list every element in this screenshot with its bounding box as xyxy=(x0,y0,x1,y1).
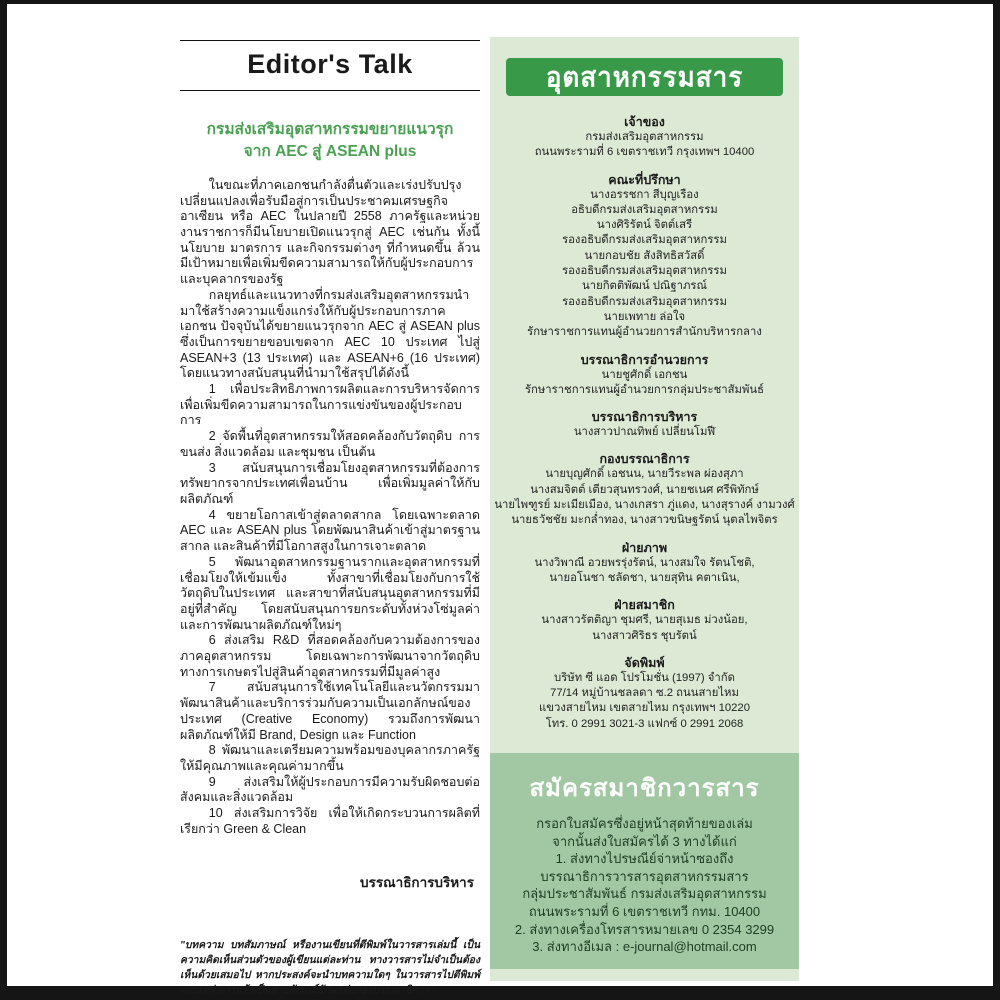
article-body xyxy=(180,178,480,838)
masthead-section xyxy=(490,540,799,587)
masthead-sections xyxy=(490,114,799,732)
masthead-line: แขวงสายไหม เขตสายไหม กรุงเทพฯ 10220 xyxy=(538,702,750,715)
masthead-section xyxy=(490,597,799,644)
subscribe-box xyxy=(490,753,799,969)
subscribe-line: กรอกใบสมัครซึ่งอยู่หน้าสุดท้ายของเล่ม xyxy=(536,816,753,831)
body-paragraph: 7 สนับสนุนการใช้เทคโนโลยีและนวัตกรรมมาพัฒนาสินค้าและบริการร่วมกับความเป็นเอกลักษณ์ของประเทศ (Creative Economy) รวมถึงการพัฒนาผลิตภัณฑ์ให้มี Brand, Design และ Function xyxy=(180,680,480,742)
magazine-page xyxy=(7,4,993,997)
body-paragraph: 3 สนับสนุนการเชื่อมโยงอุตสาหกรรมที่ต้องการทรัพยากรจากประเทศเพื่อนบ้าน เพื่อเพิ่มมูลค่าให้กับผลิตภัณฑ์ xyxy=(180,460,480,506)
masthead-line: นายอโนชา ชลัดชา, นายสุทิน คตาเนิน, xyxy=(549,571,740,584)
masthead-line: รองอธิบดีกรมส่งเสริมอุตสาหกรรม xyxy=(562,295,727,308)
body-paragraph: 6 ส่งเสริม R&D ที่สอดคล้องกับความต้องการของภาคอุตสาหกรรม โดยเฉพาะการพัฒนาจากวัตถุดิบทางการเกษตรไปสู่สินค้าอุตสาหกรรมที่มีมูลค่าสูง xyxy=(180,633,480,679)
masthead-line: นางสาวปาณทิพย์ เปลี่ยนโมฬี xyxy=(573,426,716,439)
masthead-line: นางสาวรัตติญา ชุมศรี, นายสุเมธ ม่วงน้อย, xyxy=(541,614,748,627)
body-paragraph: 5 พัฒนาอุตสาหกรรมฐานรากและอุตสาหกรรมที่เชื่อมโยงให้เข้มแข็ง ทั้งสาขาที่เชื่อมโยงกับการใช้วัตถุดิบในประเทศ และสาขาที่สนับสนุนอุตสาหกรรมที่มีอยู่ที่สำคัญ โดยสนับสนุนการยกระดับทั้งห่วงโซ่มูลค่า และการพัฒนาผลิตภัณฑ์ใหม่ๆ xyxy=(180,554,480,632)
masthead-line: รองอธิบดีกรมส่งเสริมอุตสาหกรรม xyxy=(562,265,727,278)
subscribe-line: ถนนพระรามที่ 6 เขตราชเทวี กทม. 10400 xyxy=(528,903,761,919)
body-paragraph: 9 ส่งเสริมให้ผู้ประกอบการมีความรับผิดชอบต่อสังคมและสิ่งแวดล้อม xyxy=(180,774,480,805)
masthead-line: นายกอบชัย สังสิทธิสวัสดิ์ xyxy=(584,249,705,262)
masthead-section xyxy=(490,409,799,440)
masthead-section-heading: ฝ่ายสมาชิก xyxy=(614,598,675,613)
subscribe-line: บรรณาธิการวารสารอุตสาหกรรมสาร xyxy=(540,868,749,884)
masthead-section-heading: บรรณาธิการบริหาร xyxy=(591,410,698,425)
masthead-section xyxy=(490,655,799,732)
journal-logo-text: อุตสาหกรรมสาร xyxy=(545,60,744,93)
masthead-line: นายชูศักดิ์ เอกชน xyxy=(601,368,688,381)
masthead-line: อธิบดีกรมส่งเสริมอุตสาหกรรม xyxy=(571,203,718,216)
masthead-line: นางอรรชกา สีบุญเรือง xyxy=(590,188,699,201)
masthead-line: นายบุญศักดิ์ เอชนน, นายวีระพล ผ่องสุภา xyxy=(545,468,744,481)
article-heading-line1: กรมส่งเสริมอุตสาหกรรมขยายแนวรุก xyxy=(206,121,454,138)
editor-talk-header xyxy=(180,40,480,91)
body-paragraph: 10 ส่งเสริมการวิจัย เพื่อให้เกิดกระบวนการผลิตที่เรียกว่า Green & Clean xyxy=(180,806,480,836)
masthead-section xyxy=(490,172,799,341)
masthead-line: นายเพทาย ล่อใจ xyxy=(603,310,686,323)
masthead-section-heading: บรรณาธิการอำนวยการ xyxy=(580,352,709,367)
masthead-section-heading: คณะที่ปรึกษา xyxy=(608,172,681,187)
masthead-line: นางสาวศิริธร ชุบรัตน์ xyxy=(592,629,697,642)
masthead-section-heading: ฝ่ายภาพ xyxy=(621,540,668,555)
journal-logo xyxy=(506,58,783,96)
body-paragraph: ในขณะที่ภาคเอกชนกำลังตื่นตัวและเร่งปรับปรุงเปลี่ยนแปลงเพื่อรับมือสู่การเป็นประชาคมเศรษฐกิจอาเซียน หรือ AEC ในปลายปี 2558 ภาครัฐและหน่วยงานราชการก็มีนโยบายเปิดแนวรุกสู่ AEC เช่นกัน ทั้งนี้ นโยบาย มาตรการ และกิจกรรมต่างๆ ที่กำหนดขึ้น ล้วนมีเป้าหมายเพื่อเพิ่มขีดความสามารถให้กับผู้ประกอบการและบุคลากรของรัฐ xyxy=(180,177,480,287)
masthead-line: นายธวัชชัย มะกล่ำทอง, นางสาวขนิษฐรัตน์ นุตลไพจิตร xyxy=(511,514,778,527)
body-paragraph: 8 พัฒนาและเตรียมความพร้อมของบุคลากรภาครัฐให้มีคุณภาพและคุณค่ามากขึ้น xyxy=(180,743,480,773)
masthead-section xyxy=(490,352,799,399)
subscribe-line: 3. ส่งทางอีเมล : e-journal@hotmail.com xyxy=(532,939,757,955)
masthead-line: กรมส่งเสริมอุตสาหกรรม xyxy=(585,131,704,143)
masthead-line: รักษาราชการแทนผู้อำนวยการสำนักบริหารกลาง xyxy=(527,326,762,339)
body-paragraph: 1 เพื่อประสิทธิภาพการผลิตและการบริหารจัดการ เพื่อเพิ่มขีดความสามารถในการแข่งขันของผู้ประกอบการ xyxy=(180,382,480,428)
masthead-line: นางสมจิตต์ เตียวสุนทรวงศ์, นายชเนศ ศรีพิทักษ์ xyxy=(530,483,759,496)
article-heading-line2: จาก AEC สู่ ASEAN plus xyxy=(243,143,417,161)
disclaimer-footnote: "บทความ บทสัมภาษณ์ หรืองานเขียนที่ตีพิมพ์ในวารสารเล่มนี้ เป็นความคิดเห็นส่วนตัวของผู้เขียนแต่ละท่าน ทางวารสารไม่จำเป็นต้องเห็นด้วยเสมอไป หากประสงค์จะนำบทความใดๆ ในวารสารไปตีพิมพ์เผยแพร่ ควรแจ้งเป็นลายลักษณ์อักษรต่อกองบรรณาธิการ" xyxy=(180,940,480,997)
body-paragraph: 2 จัดพื้นที่อุตสาหกรรมให้สอดคล้องกับวัตถุดิบ การขนส่ง สิ่งแวดล้อม และชุมชน เป็นต้น xyxy=(180,429,480,459)
masthead-section-heading: จัดพิมพ์ xyxy=(624,655,665,670)
body-paragraph: กลยุทธ์และแนวทางที่กรมส่งเสริมอุตสาหกรรมนำมาใช้สร้างความแข็งแกร่งให้กับผู้ประกอบการภาคเอกชน ปัจจุบันได้ขยายแนวรุกจาก AEC สู่ ASEAN plus ซึ่งเป็นการขยายขอบเขตจาก AEC 10 ประเทศ ไปสู่ ASEAN+3 (13 ประเทศ) และ ASEAN+6 (16 ประเทศ) โดยแนวทางสนับสนุนที่นำมาใช้สรุปได้ดังนี้ xyxy=(180,287,480,381)
subscribe-title: สมัครสมาชิกวารสาร xyxy=(529,775,760,802)
masthead-line: โทร. 0 2991 3021-3 แฟกซ์ 0 2991 2068 xyxy=(545,717,744,730)
body-paragraph: 4 ขยายโอกาสเข้าสู่ตลาดสากล โดยเฉพาะตลาด AEC และ ASEAN plus โดยพัฒนาสินค้าเข้าสู่มาตรฐานสากล และสินค้าที่มีโอกาสสูงในการเจาะตลาด xyxy=(180,507,480,554)
masthead-line: บริษัท ซี แอด โปรโมชั่น (1997) จำกัด xyxy=(554,671,735,684)
page-title: Editor's Talk xyxy=(247,49,413,79)
masthead-line: นายไพฑูรย์ มะเมียเมือง, นางเกสรา ภู่แดง, นางสุรางค์ งามวงศ์ xyxy=(494,499,795,512)
masthead-line: ถนนพระรามที่ 6 เขตราชเทวี กรุงเทพฯ 10400 xyxy=(534,146,755,159)
masthead-line: รองอธิบดีกรมส่งเสริมอุตสาหกรรม xyxy=(562,234,727,247)
masthead-line: 77/14 หมู่บ้านชลลดา ซ.2 ถนนสายไหม xyxy=(550,687,739,700)
masthead-section xyxy=(490,114,799,161)
subscribe-line: 2. ส่งทางเครื่องโทรสารหมายเลข 0 2354 3299 xyxy=(514,921,775,937)
masthead-line: นายกิตติพัฒน์ ปณิฐาภรณ์ xyxy=(582,280,707,293)
subscribe-line: จากนั้นส่งใบสมัครได้ 3 ทางได้แก่ xyxy=(552,833,737,849)
masthead-panel xyxy=(490,37,799,981)
masthead-section-heading: กองบรรณาธิการ xyxy=(599,452,690,467)
signoff: บรรณาธิการบริหาร xyxy=(360,875,474,891)
masthead-line: นางศิริรัตน์ จิตต์เสรี xyxy=(596,219,693,232)
subscribe-instructions xyxy=(490,815,799,956)
subscribe-line: 1. ส่งทางไปรษณีย์จ่าหน้าซองถึง xyxy=(555,851,734,867)
masthead-line: รักษาราชการแทนผู้อำนวยการกลุ่มประชาสัมพันธ์ xyxy=(524,383,765,396)
masthead-line: นางวิพาณี อวยพรรุ่งรัตน์, นางสมใจ รัตนโชติ, xyxy=(534,556,755,569)
article-heading xyxy=(180,119,480,164)
masthead-section xyxy=(490,451,799,528)
subscribe-line: กลุ่มประชาสัมพันธ์ กรมส่งเสริมอุตสาหกรรม xyxy=(522,886,767,902)
masthead-section-heading: เจ้าของ xyxy=(624,115,665,129)
editor-talk-column xyxy=(180,40,480,999)
